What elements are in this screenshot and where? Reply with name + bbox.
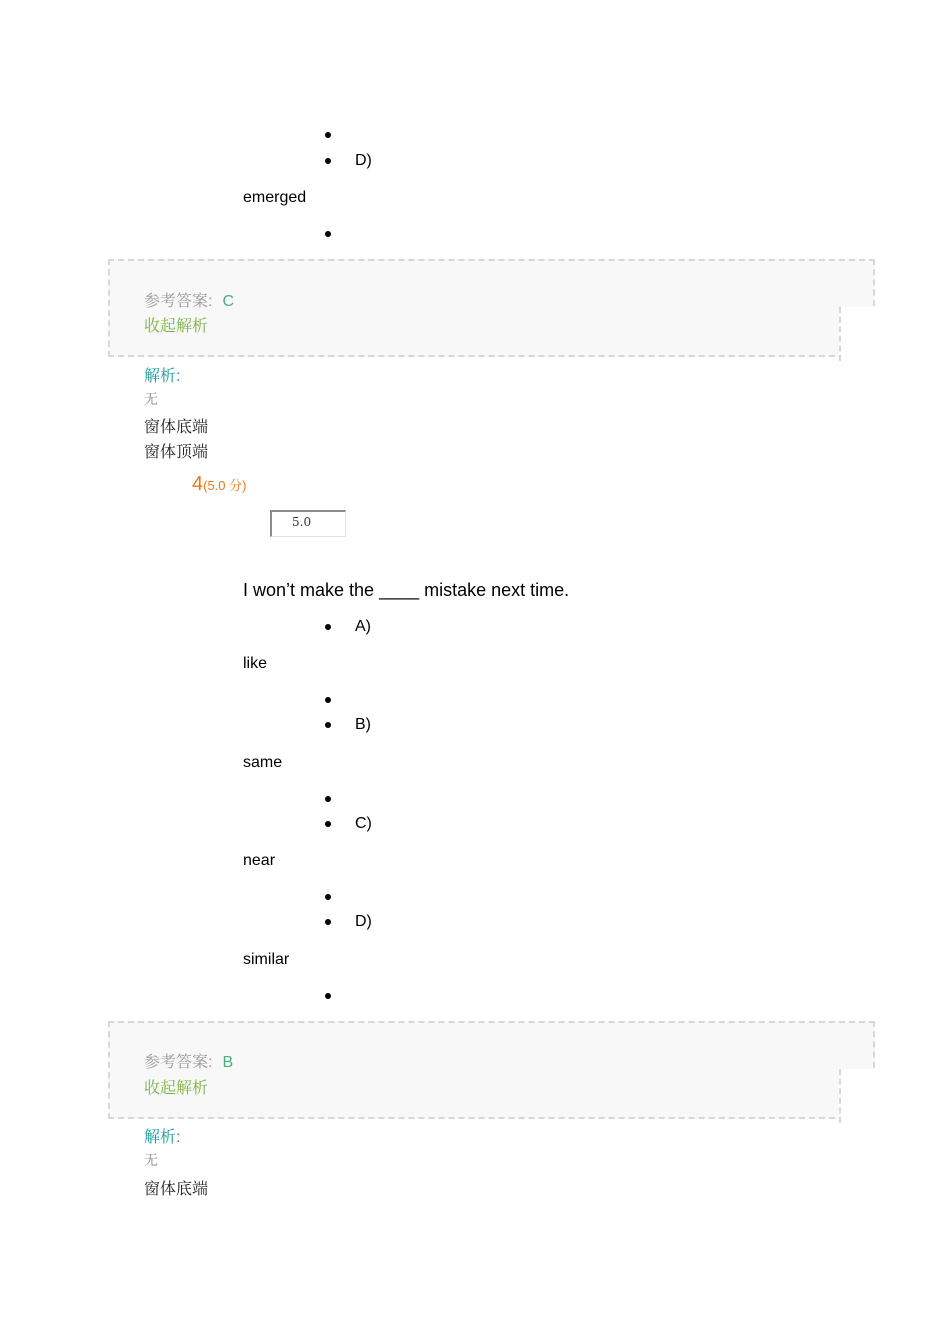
collapse-analysis-link[interactable]: 收起解析	[144, 1080, 209, 1097]
option-bullet	[325, 993, 331, 999]
option-bullet	[325, 796, 331, 802]
reference-answer	[144, 288, 234, 311]
option-bullet	[325, 821, 331, 827]
option-bullet	[325, 231, 331, 237]
collapse-analysis-link[interactable]: 收起解析	[144, 318, 209, 335]
option-bullet	[325, 919, 331, 925]
option-b-letter[interactable]: B)	[355, 716, 371, 733]
option-d-text[interactable]: similar	[243, 951, 290, 968]
reference-answer-label: 参考答案:	[144, 1054, 213, 1071]
question-header	[192, 473, 246, 496]
reference-answer-value: B	[222, 1054, 234, 1071]
option-a-letter[interactable]: A)	[355, 618, 371, 635]
form-bottom-label: 窗体底端	[144, 419, 209, 436]
question-score: (5.0 分)	[203, 478, 247, 493]
option-c-text[interactable]: near	[243, 852, 276, 869]
form-top-label: 窗体顶端	[144, 444, 209, 461]
option-bullet	[325, 697, 331, 703]
option-a-text[interactable]: like	[243, 655, 268, 672]
score-input[interactable]: 5.0	[270, 510, 346, 537]
option-bullet	[325, 132, 331, 138]
reference-answer-label: 参考答案:	[144, 293, 213, 310]
panel-notch	[839, 307, 875, 361]
option-bullet	[325, 894, 331, 900]
panel-notch	[839, 1069, 875, 1123]
analysis-text: 无	[144, 391, 158, 407]
option-b-text[interactable]: same	[243, 754, 283, 771]
option-bullet	[325, 158, 331, 164]
question-prompt: I won’t make the ____ mistake next time.	[243, 580, 570, 600]
option-c-letter[interactable]: C)	[355, 815, 372, 832]
reference-answer	[144, 1049, 233, 1072]
option-d-letter[interactable]: D)	[355, 913, 372, 930]
option-d-letter[interactable]: D)	[355, 152, 372, 169]
form-bottom-label: 窗体底端	[144, 1181, 209, 1198]
analysis-label: 解析:	[144, 1129, 181, 1146]
question-number: 4	[192, 473, 204, 495]
option-bullet	[325, 722, 331, 728]
option-d-text[interactable]: emerged	[243, 189, 307, 206]
reference-answer-value: C	[222, 293, 235, 310]
analysis-text: 无	[144, 1152, 158, 1168]
analysis-label: 解析:	[144, 368, 181, 385]
option-bullet	[325, 624, 331, 630]
